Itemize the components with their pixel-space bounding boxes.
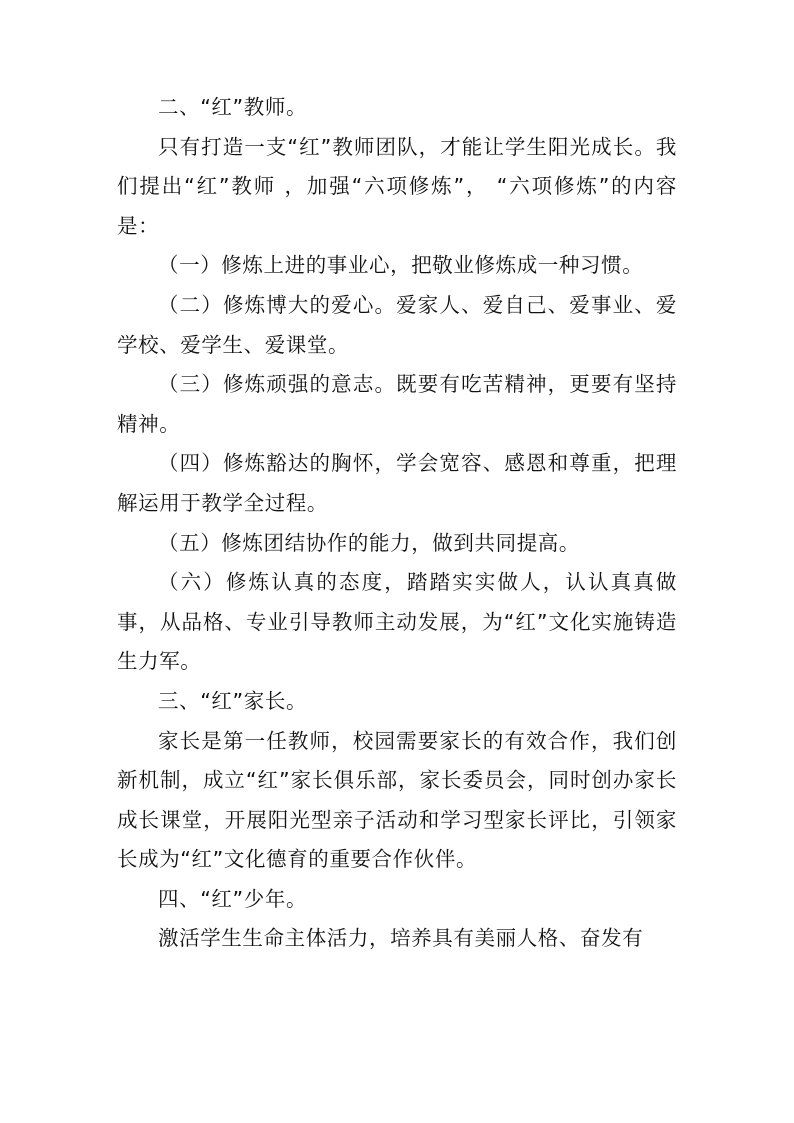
list-item-1: （一）修炼上进的事业心，把敬业修炼成一种习惯。 xyxy=(158,253,644,278)
list-item-5: （五）修炼团结协作的能力，做到共同提高。 xyxy=(158,530,580,555)
section-heading-parents: 三、“红”家长。 xyxy=(158,688,308,713)
list-item-6: （六）修炼认真的态度，踏踏实实做人，认认真真做事，从品格、专业引导教师主动发展，为“红”文化实施铸造生力军。 xyxy=(117,570,677,674)
list-item-4: （四）修炼豁达的胸怀，学会宽容、感恩和尊重，把理解运用于教学全过程。 xyxy=(117,451,677,515)
document-body xyxy=(117,88,677,959)
section-heading-teachers: 二、“红”教师。 xyxy=(158,95,308,119)
list-item-3: （三）修炼顽强的意志。既要有吃苦精神，更要有坚持精神。 xyxy=(117,372,677,436)
section-heading-youth: 四、“红”少年。 xyxy=(158,886,308,911)
paragraph-teacher-team: 只有打造一支“红”教师团队，才能让学生阳光成长。我们提出“红”教师 ，加强“六项修炼”， “六项修炼”的内容是： xyxy=(117,134,677,238)
paragraph-youth: 激活学生生命主体活力，培养具有美丽人格、奋发有 xyxy=(158,926,644,951)
paragraph-parents: 家长是第一任教师，校园需要家长的有效合作，我们创新机制，成立“红”家长俱乐部，家长委员会，同时创办家长成长课堂，开展阳光型亲子活动和学习型家长评比，引领家长成为“红”文化德育的重要合作伙伴。 xyxy=(117,728,677,872)
list-item-2: （二）修炼博大的爱心。爱家人、爱自己、爱事业、爱学校、爱学生、爱课堂。 xyxy=(117,292,677,357)
